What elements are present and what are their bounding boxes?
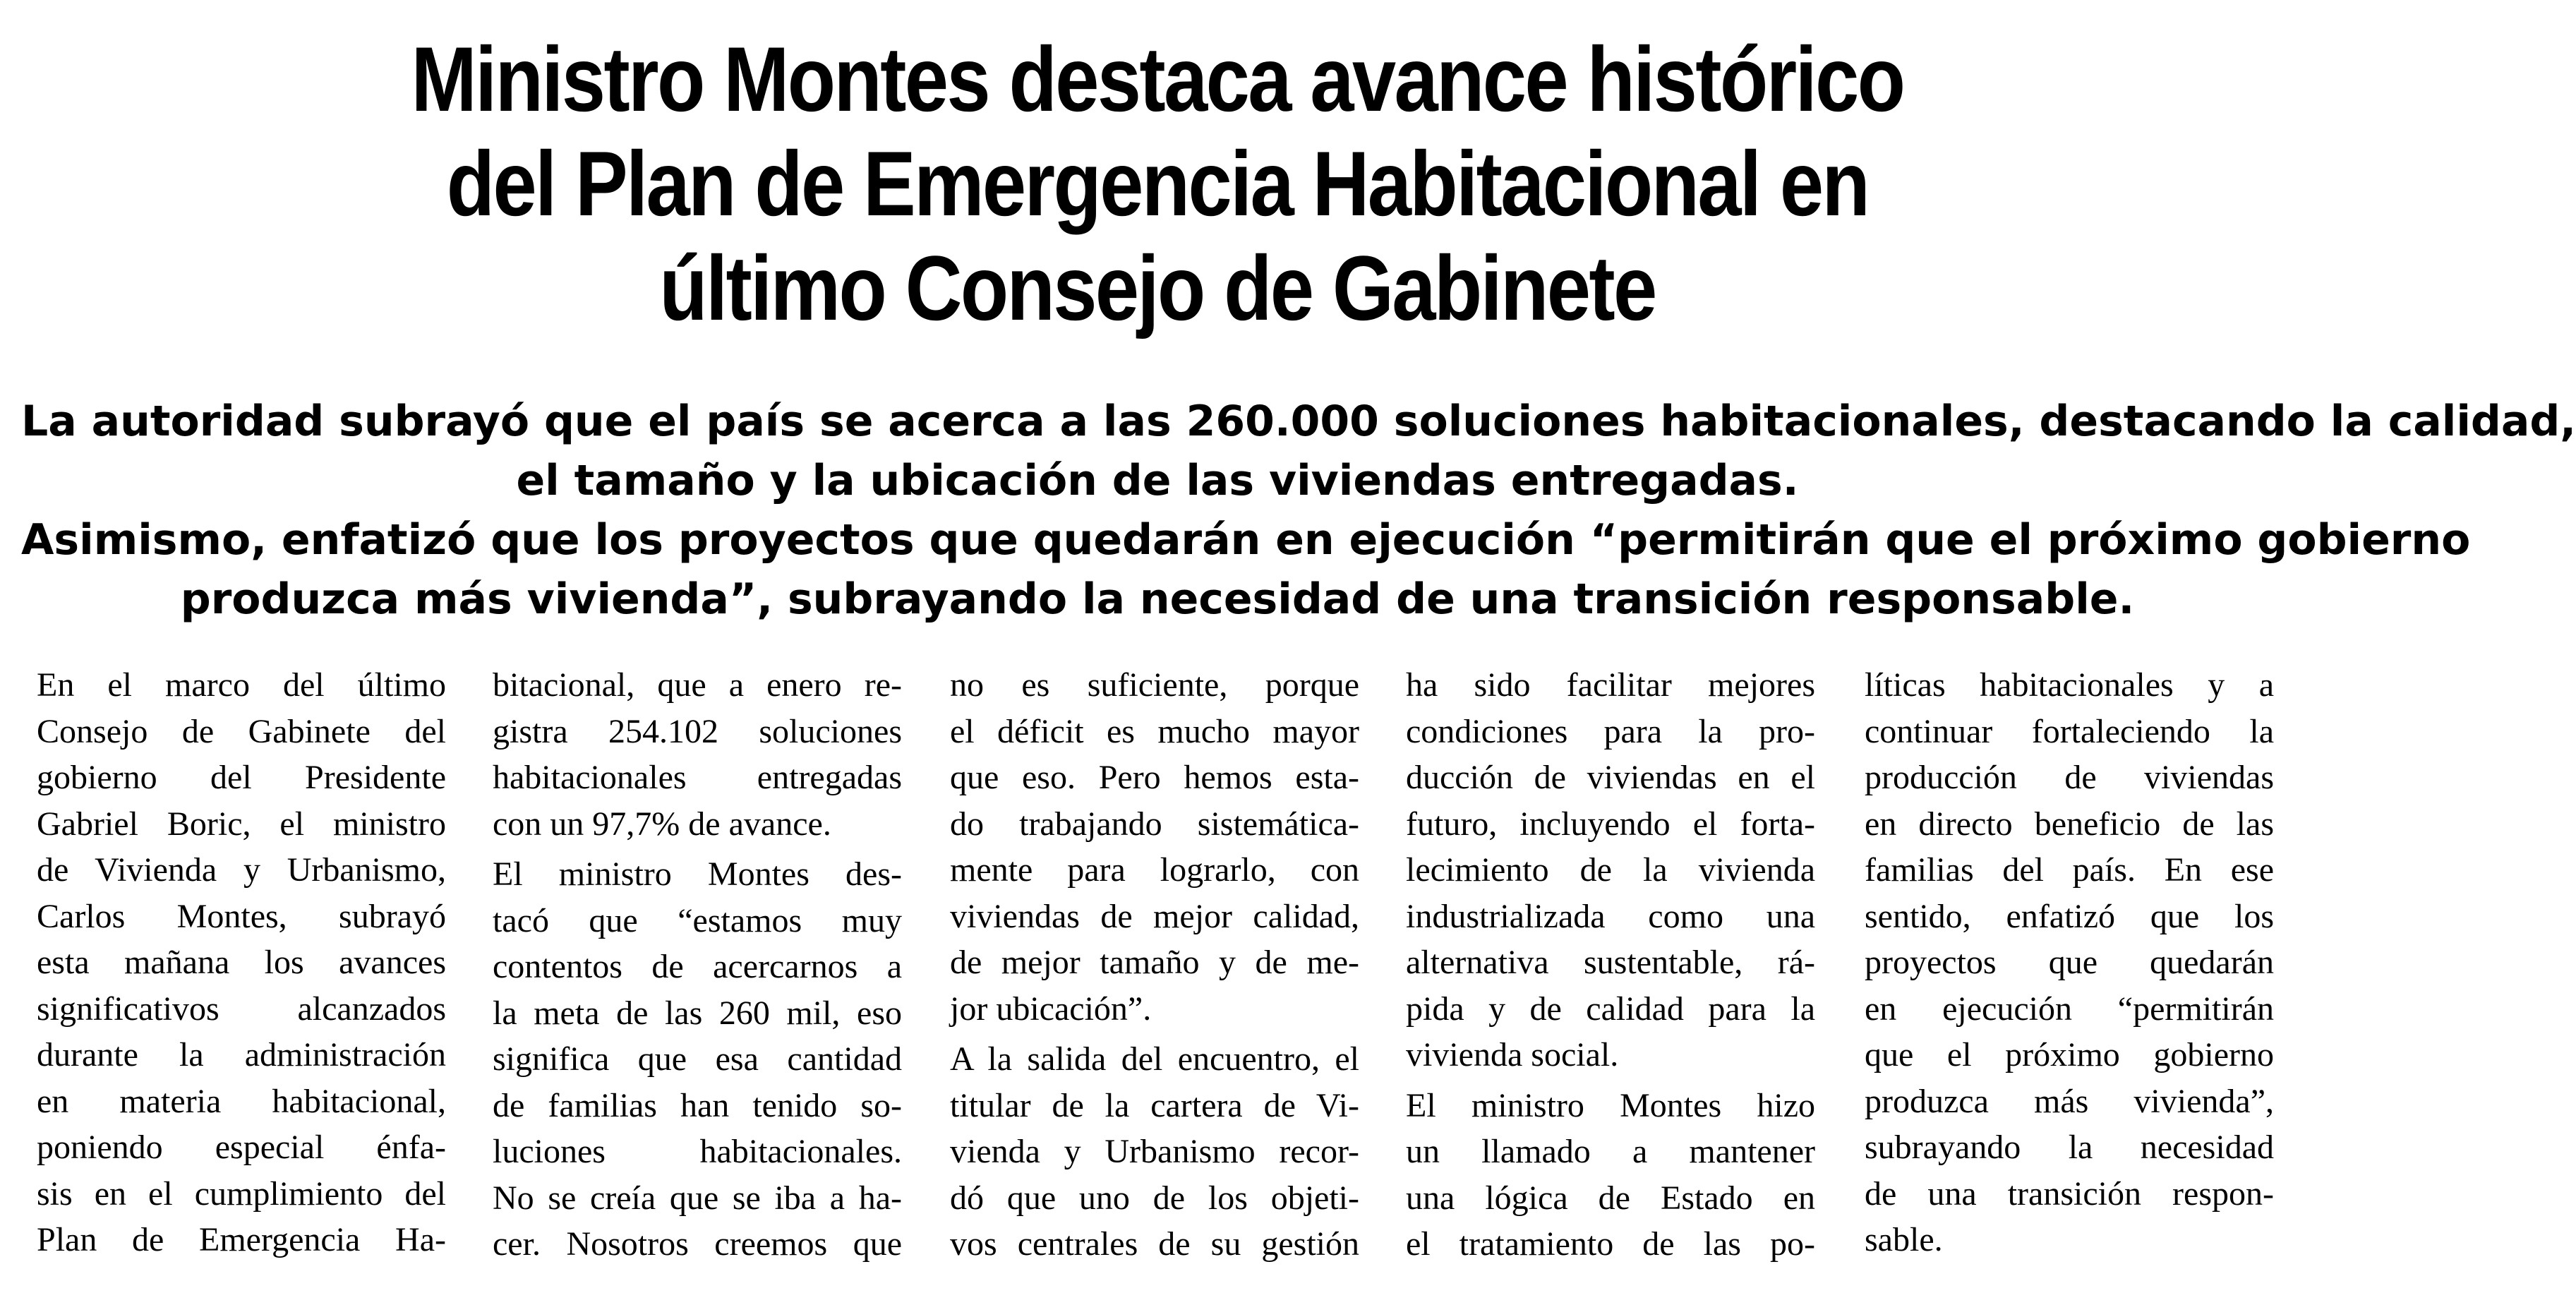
body-text-line: poniendo especial énfa- <box>37 1129 446 1166</box>
body-text-line: gobierno del Presidente <box>37 759 446 796</box>
body-text-line: vienda y Urbanismo recor- <box>950 1133 1359 1170</box>
body-paragraph <box>1406 1083 1815 1268</box>
body-paragraph <box>950 662 1359 1032</box>
body-text-line: ha sido facilitar mejores <box>1406 666 1815 704</box>
body-text-line: Gabriel Boric, el ministro <box>37 805 446 843</box>
body-text-line: en materia habitacional, <box>37 1082 446 1120</box>
body-text-line: de una transición respon- <box>1865 1174 2274 1213</box>
body-text-line: Consejo de Gabinete del <box>37 712 446 750</box>
body-text-line: subrayando la necesidad <box>1865 1129 2274 1166</box>
body-text-line: dó que uno de los objeti- <box>950 1179 1359 1217</box>
body-paragraph <box>493 662 902 847</box>
body-text-line: titular de la cartera de Vi- <box>950 1086 1359 1124</box>
body-text-line: esta mañana los avances <box>37 944 446 981</box>
body-column-5 <box>1865 662 2274 1269</box>
body-paragraph <box>950 1036 1359 1268</box>
body-column-4 <box>1406 662 1815 1269</box>
body-column-2 <box>493 662 902 1269</box>
body-text-line: do trabajando sistemática- <box>950 805 1359 843</box>
body-text-line: sis en el cumplimiento del <box>37 1174 446 1213</box>
body-text-line: lecimiento de la vivienda <box>1406 851 1815 889</box>
body-text-line: contentos de acercarnos a <box>493 948 902 985</box>
body-text-line: viviendas de mejor calidad, <box>950 897 1359 935</box>
body-text-line: de Vivienda y Urbanismo, <box>37 851 446 889</box>
body-text-line: futuro, incluyendo el forta- <box>1406 805 1815 843</box>
body-text-line: No se creía que se iba a ha- <box>493 1179 902 1217</box>
body-text-line: líticas habitacionales y a <box>1865 666 2274 704</box>
body-text-line: tacó que “estamos muy <box>493 901 902 939</box>
body-text-line: El ministro Montes des- <box>493 855 902 893</box>
body-text-line: continuar fortaleciendo la <box>1865 712 2274 750</box>
body-text-line: condiciones para la pro- <box>1406 712 1815 750</box>
body-text-line: Plan de Emergencia Ha- <box>37 1221 446 1258</box>
deck-line: el tamaño y la ubicación de las viviendas entregadas. <box>516 456 1799 505</box>
article-body <box>37 662 2278 1269</box>
body-text-line: cer. Nosotros creemos que <box>493 1225 902 1263</box>
body-column-3 <box>950 662 1359 1269</box>
body-text-line: que eso. Pero hemos esta- <box>950 759 1359 796</box>
body-text-line: sable. <box>1865 1221 1943 1258</box>
body-text-line: produzca más vivienda”, <box>1865 1082 2274 1120</box>
body-text-line: producción de viviendas <box>1865 759 2274 796</box>
body-text-line: Carlos Montes, subrayó <box>37 897 446 935</box>
article-deck <box>21 392 2576 629</box>
body-text-line: el déficit es mucho mayor <box>950 712 1359 750</box>
body-text-line: familias del país. En ese <box>1865 851 2274 889</box>
body-text-line: luciones habitacionales. <box>493 1133 902 1170</box>
body-text-line: significativos alcanzados <box>37 990 446 1028</box>
deck-line: produzca más vivienda”, subrayando la necesidad de una transición responsable. <box>180 575 2135 624</box>
body-text-line: con un 97,7% de avance. <box>493 805 831 843</box>
article-headline <box>198 27 2117 340</box>
body-text-line: la meta de las 260 mil, eso <box>493 994 902 1032</box>
body-paragraph <box>37 662 446 1263</box>
body-text-line: el tratamiento de las po- <box>1406 1225 1815 1263</box>
body-text-line: significa que esa cantidad <box>493 1040 902 1078</box>
body-text-line: jor ubicación”. <box>950 990 1152 1028</box>
deck-line: Asimismo, enfatizó que los proyectos que quedarán en ejecución “permitirán que el próximo gobierno <box>21 515 2471 565</box>
body-text-line: de mejor tamaño y de me- <box>950 944 1359 981</box>
body-text-line: industrializada como una <box>1406 897 1815 935</box>
body-text-line: durante la administración <box>37 1036 446 1074</box>
body-text-line: en ejecución “permitirán <box>1865 990 2274 1028</box>
body-column-1 <box>37 662 446 1269</box>
body-text-line: gistra 254.102 soluciones <box>493 712 902 750</box>
body-text-line: de familias han tenido so- <box>493 1086 902 1124</box>
body-text-line: proyectos que quedarán <box>1865 944 2274 981</box>
body-text-line: una lógica de Estado en <box>1406 1179 1815 1217</box>
headline-line: último Consejo de Gabinete <box>659 236 1656 339</box>
body-text-line: pida y de calidad para la <box>1406 990 1815 1028</box>
body-paragraph <box>493 851 902 1268</box>
body-text-line: no es suficiente, porque <box>950 666 1359 704</box>
deck-line: La autoridad subrayó que el país se acerca a las 260.000 soluciones habitacionales, destacando la calidad, <box>21 397 2576 446</box>
body-text-line: en directo beneficio de las <box>1865 805 2274 843</box>
body-text-line: A la salida del encuentro, el <box>950 1040 1359 1078</box>
body-paragraph <box>1406 662 1815 1078</box>
body-text-line: habitacionales entregadas <box>493 759 902 796</box>
body-text-line: En el marco del último <box>37 666 446 704</box>
body-text-line: alternativa sustentable, rá- <box>1406 944 1815 981</box>
body-text-line: un llamado a mantener <box>1406 1133 1815 1170</box>
body-text-line: ducción de viviendas en el <box>1406 759 1815 796</box>
body-text-line: vivienda social. <box>1406 1036 1619 1074</box>
body-paragraph <box>1865 662 2274 1263</box>
body-text-line: bitacional, que a enero re- <box>493 666 902 704</box>
body-text-line: que el próximo gobierno <box>1865 1036 2274 1074</box>
body-text-line: vos centrales de su gestión <box>950 1225 1359 1263</box>
body-text-line: El ministro Montes hizo <box>1406 1086 1815 1124</box>
body-text-line: sentido, enfatizó que los <box>1865 897 2274 935</box>
headline-line: del Plan de Emergencia Habitacional en <box>446 132 1869 235</box>
headline-line: Ministro Montes destaca avance histórico <box>411 28 1904 131</box>
body-text-line: mente para lograrlo, con <box>950 851 1359 889</box>
